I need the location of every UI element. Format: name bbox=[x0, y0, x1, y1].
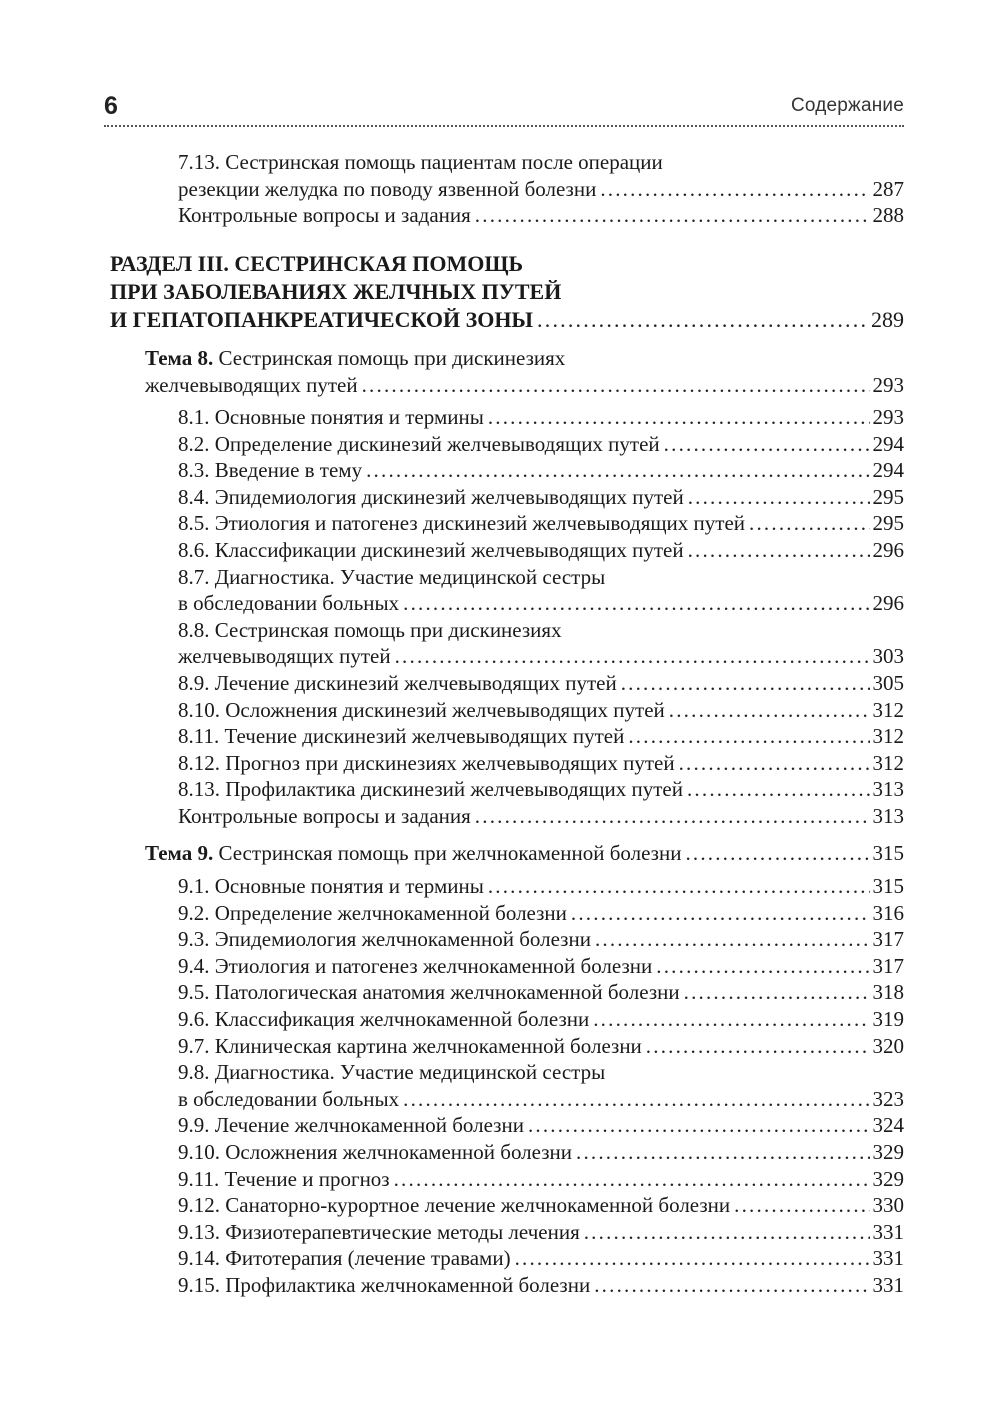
leader-dots bbox=[656, 953, 869, 980]
toc-page-number: 293 bbox=[872, 372, 904, 397]
toc-entry-text: 8.5. Этиология и патогенез дискинезий желчевыводящих путей bbox=[178, 511, 746, 536]
toc-entries-8 bbox=[178, 404, 904, 830]
toc-entry-text: 9.14. Фитотерапия (лечение травами) bbox=[178, 1246, 511, 1271]
toc-entry-9-2[interactable] bbox=[178, 900, 904, 927]
toc-entry-9-12[interactable] bbox=[178, 1192, 904, 1219]
leader-dots bbox=[403, 1086, 869, 1113]
toc-entry-text: в обследовании больных bbox=[178, 1086, 400, 1111]
toc-page-number: 305 bbox=[872, 670, 904, 695]
toc-entry-text: желчевыводящих путей bbox=[145, 372, 358, 397]
toc-entry-text: Контрольные вопросы и задания bbox=[178, 803, 471, 828]
toc-entry-text: 8.10. Осложнения дискинезий желчевыводящих путей bbox=[178, 697, 665, 722]
toc-entry-text: в обследовании больных bbox=[178, 591, 400, 616]
toc-entry-text: 9.8. Диагностика. Участие медицинской сестры bbox=[178, 1060, 606, 1085]
toc-entry-text: 9.7. Клиническая картина желчнокаменной болезни bbox=[178, 1033, 642, 1058]
toc-page-number: 288 bbox=[872, 203, 904, 227]
toc-page-number: 315 bbox=[872, 874, 904, 898]
toc-entry-9-15[interactable] bbox=[178, 1272, 904, 1299]
leader-dots bbox=[362, 372, 870, 399]
toc-page-number: 320 bbox=[872, 1033, 904, 1058]
toc-entry-text: 8.13. Профилактика дискинезий желчевыводящих путей bbox=[178, 777, 683, 802]
toc-entry-9-6[interactable] bbox=[178, 1006, 904, 1033]
toc-page-number: 312 bbox=[872, 697, 904, 722]
toc-entry-8-7-cont[interactable] bbox=[178, 590, 904, 617]
toc-entry-text: 9.9. Лечение желчнокаменной болезни bbox=[178, 1113, 524, 1138]
toc-page-number: 316 bbox=[872, 900, 904, 925]
toc-entry-8-11[interactable] bbox=[178, 723, 904, 750]
toc-page-number: 295 bbox=[872, 511, 904, 536]
theme-label: Тема 9. bbox=[145, 841, 214, 865]
leader-dots bbox=[366, 457, 869, 484]
toc-entry-text: 7.13. Сестринская помощь пациентам после операции bbox=[178, 150, 663, 174]
toc-entry-8-10[interactable] bbox=[178, 697, 904, 724]
toc-entry-9-3[interactable] bbox=[178, 926, 904, 953]
running-head: Содержание bbox=[790, 95, 904, 116]
toc-entry-8-8[interactable] bbox=[178, 617, 904, 644]
toc-page-number: 294 bbox=[872, 458, 904, 483]
leader-dots bbox=[488, 404, 870, 431]
toc-page-number: 313 bbox=[872, 777, 904, 802]
toc-entry-text: желчевыводящих путей bbox=[178, 644, 391, 669]
leader-dots bbox=[528, 1112, 870, 1139]
toc-entry-text: 9.2. Определение желчнокаменной болезни bbox=[178, 900, 567, 925]
leader-dots bbox=[595, 926, 870, 953]
leader-dots bbox=[621, 670, 870, 697]
toc-theme-9[interactable] bbox=[145, 840, 904, 867]
toc-entry-text: 9.13. Физиотерапевтические методы лечения bbox=[178, 1219, 580, 1244]
toc-entry-8-5[interactable] bbox=[178, 510, 904, 537]
toc-entries-9 bbox=[178, 873, 904, 1299]
toc-entry-8-7[interactable] bbox=[178, 564, 904, 591]
toc-page-number: 295 bbox=[872, 484, 904, 509]
leader-dots bbox=[679, 750, 870, 777]
toc-page-number: 318 bbox=[872, 980, 904, 1005]
toc-entry-review-7[interactable] bbox=[178, 202, 904, 229]
leader-dots bbox=[515, 1245, 870, 1272]
toc-entry-text: 9.15. Профилактика желчнокаменной болезни bbox=[178, 1272, 591, 1297]
toc-page-number: 329 bbox=[872, 1166, 904, 1191]
leader-dots bbox=[475, 803, 870, 830]
toc-entry-7-13[interactable] bbox=[178, 149, 904, 202]
toc-entry-text: 9.1. Основные понятия и термины bbox=[178, 874, 484, 898]
toc-entry-text: 8.2. Определение дискинезий желчевыводящих путей bbox=[178, 431, 660, 456]
toc-entry-8-9[interactable] bbox=[178, 670, 904, 697]
header-rule bbox=[104, 125, 904, 127]
toc-page-number: 293 bbox=[872, 405, 904, 429]
toc-entry-8-6[interactable] bbox=[178, 537, 904, 564]
toc-entry-9-7[interactable] bbox=[178, 1033, 904, 1060]
toc-entry-text: 8.6. Классификации дискинезий желчевыводящих путей bbox=[178, 537, 684, 562]
leader-dots bbox=[688, 537, 870, 564]
toc-entry-text: 8.12. Прогноз при дискинезиях желчевыводящих путей bbox=[178, 750, 675, 775]
toc-page-number: 331 bbox=[872, 1272, 904, 1297]
section-title: РАЗДЕЛ III. СЕСТРИНСКАЯ ПОМОЩЬ bbox=[110, 251, 524, 276]
leader-dots bbox=[687, 776, 870, 803]
toc-entry-text: 9.6. Классификация желчнокаменной болезни bbox=[178, 1006, 590, 1031]
toc-entry-9-9[interactable] bbox=[178, 1112, 904, 1139]
toc-page-number: 329 bbox=[872, 1139, 904, 1164]
leader-dots bbox=[684, 979, 870, 1006]
toc-entry-text: Сестринская помощь при дискинезиях bbox=[213, 346, 566, 370]
leader-dots bbox=[685, 840, 869, 867]
leader-dots bbox=[395, 643, 870, 670]
leader-dots bbox=[734, 1192, 869, 1219]
leader-dots bbox=[593, 1006, 869, 1033]
leader-dots bbox=[571, 900, 870, 927]
toc-entry-8-4[interactable] bbox=[178, 484, 904, 511]
toc-page-number: 312 bbox=[872, 750, 904, 775]
toc-entry-text: резекции желудка по поводу язвенной болезни bbox=[178, 176, 597, 201]
toc-page-number: 331 bbox=[872, 1219, 904, 1244]
toc-entry-text: 9.3. Эпидемиология желчнокаменной болезни bbox=[178, 927, 591, 952]
toc-entry-text: 9.10. Осложнения желчнокаменной болезни bbox=[178, 1139, 572, 1164]
toc-page-number: 289 bbox=[871, 307, 904, 332]
toc-entry-9-11[interactable] bbox=[178, 1166, 904, 1193]
leader-dots bbox=[749, 510, 869, 537]
page-number: 6 bbox=[104, 92, 118, 120]
toc-theme-8[interactable] bbox=[145, 345, 904, 398]
toc-entry-9-8-cont[interactable] bbox=[178, 1086, 904, 1113]
toc-entry-9-5[interactable] bbox=[178, 979, 904, 1006]
toc-page-number: 330 bbox=[872, 1193, 904, 1218]
toc-entry-9-8[interactable] bbox=[178, 1059, 904, 1086]
leader-dots bbox=[664, 431, 870, 458]
toc-entry-8-1[interactable] bbox=[178, 404, 904, 431]
toc-page-number: 323 bbox=[872, 1086, 904, 1111]
toc-page-number: 296 bbox=[872, 537, 904, 562]
toc-page-number: 317 bbox=[872, 927, 904, 952]
toc-page-number: 319 bbox=[872, 1006, 904, 1031]
toc-entry-text: 9.5. Патологическая анатомия желчнокаменной болезни bbox=[178, 980, 680, 1005]
toc-entry-text: 8.9. Лечение дискинезий желчевыводящих путей bbox=[178, 670, 617, 695]
toc-page-number: 303 bbox=[872, 644, 904, 669]
toc-entry-text: 8.4. Эпидемиология дискинезий желчевыводящих путей bbox=[178, 484, 684, 509]
leader-dots bbox=[403, 590, 869, 617]
theme-label: Тема 8. bbox=[145, 346, 214, 370]
leader-dots bbox=[669, 697, 870, 724]
leader-dots bbox=[576, 1139, 870, 1166]
toc-entry-text: 8.11. Течение дискинезий желчевыводящих путей bbox=[178, 724, 625, 749]
toc-page-number: 317 bbox=[872, 953, 904, 978]
toc-entry-9-1[interactable] bbox=[178, 873, 904, 900]
toc-entry-9-10[interactable] bbox=[178, 1139, 904, 1166]
toc-entry-text: Сестринская помощь при желчнокаменной болезни bbox=[213, 841, 682, 865]
toc-entry-8-3[interactable] bbox=[178, 457, 904, 484]
toc-page-number: 294 bbox=[872, 431, 904, 456]
toc-entry-text: 9.12. Санаторно-курортное лечение желчнокаменной болезни bbox=[178, 1193, 731, 1218]
toc-page-number: 296 bbox=[872, 591, 904, 616]
leader-dots bbox=[584, 1219, 870, 1246]
toc-section-3[interactable] bbox=[110, 250, 904, 334]
toc-entry-text: 8.1. Основные понятия и термины bbox=[178, 405, 484, 429]
toc-entry-9-4[interactable] bbox=[178, 953, 904, 980]
toc-page-number: 315 bbox=[872, 841, 904, 865]
leader-dots bbox=[646, 1033, 870, 1060]
leader-dots bbox=[594, 1272, 869, 1299]
toc-entry-8-2[interactable] bbox=[178, 431, 904, 458]
toc-entry-8-8-cont[interactable] bbox=[178, 643, 904, 670]
toc-entry-text: 8.3. Введение в тему bbox=[178, 458, 363, 483]
leader-dots bbox=[488, 873, 870, 900]
toc-entry-8-13[interactable] bbox=[178, 776, 904, 803]
leader-dots bbox=[475, 202, 870, 229]
toc-page-number: 313 bbox=[872, 803, 904, 828]
leader-dots bbox=[537, 306, 868, 334]
section-title: ПРИ ЗАБОЛЕВАНИЯХ ЖЕЛЧНЫХ ПУТЕЙ bbox=[110, 279, 562, 304]
toc-entry-text: 8.8. Сестринская помощь при дискинезиях bbox=[178, 617, 562, 642]
leader-dots bbox=[600, 176, 869, 203]
toc-entry-text: 8.7. Диагностика. Участие медицинской сестры bbox=[178, 564, 606, 589]
toc-page-number: 324 bbox=[872, 1113, 904, 1138]
toc-entry-9-14[interactable] bbox=[178, 1245, 904, 1272]
toc-entry-9-13[interactable] bbox=[178, 1219, 904, 1246]
toc-page-number: 331 bbox=[872, 1246, 904, 1271]
leader-dots bbox=[394, 1166, 870, 1193]
toc-page-number: 287 bbox=[872, 176, 904, 201]
toc-entry-review-8[interactable] bbox=[178, 803, 904, 830]
toc-entry-text: 9.4. Этиология и патогенез желчнокаменной болезни bbox=[178, 953, 653, 978]
toc-entry-8-12[interactable] bbox=[178, 750, 904, 777]
toc-entry-text: 9.11. Течение и прогноз bbox=[178, 1166, 390, 1191]
leader-dots bbox=[628, 723, 869, 750]
toc-entry-text: Контрольные вопросы и задания bbox=[178, 203, 471, 227]
leader-dots bbox=[688, 484, 870, 511]
section-title: И ГЕПАТОПАНКРЕАТИЧЕСКОЙ ЗОНЫ bbox=[110, 307, 534, 332]
toc-page-number: 312 bbox=[872, 724, 904, 749]
